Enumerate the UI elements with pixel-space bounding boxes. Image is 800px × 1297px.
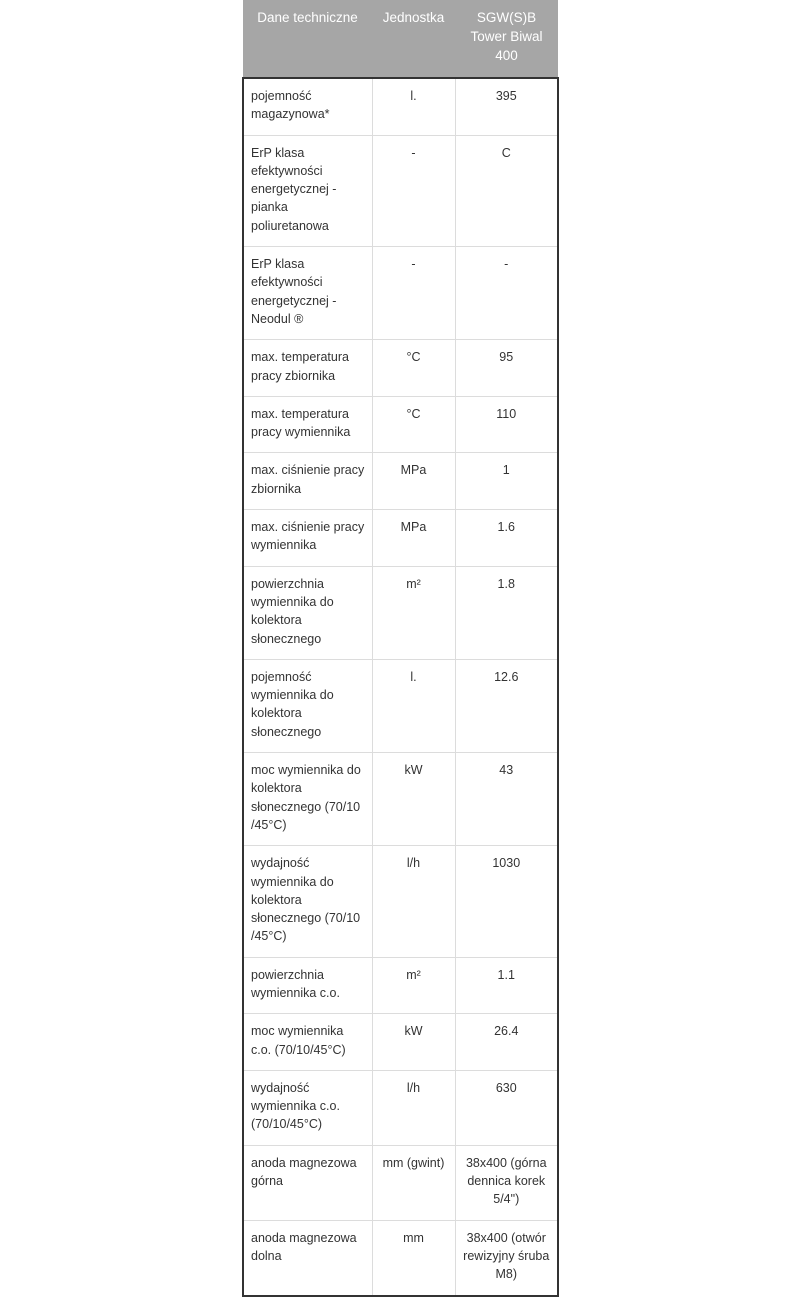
row-label: anoda magnezowa górna (243, 1145, 372, 1220)
row-value: 1.6 (455, 510, 558, 567)
row-value: 395 (455, 78, 558, 135)
table-row (243, 1220, 558, 1295)
row-unit: mm (gwint) (372, 1145, 455, 1220)
table-row (243, 753, 558, 846)
row-label: max. temperatura pracy wymiennika (243, 396, 372, 453)
row-value: 1 (455, 453, 558, 510)
table-row (243, 247, 558, 340)
row-label: anoda magnezowa dolna (243, 1220, 372, 1295)
row-value: 12.6 (455, 659, 558, 752)
row-unit: m² (372, 566, 455, 659)
technical-data-table (242, 0, 559, 1297)
row-value: 630 (455, 1070, 558, 1145)
row-unit: - (372, 247, 455, 340)
row-unit: m² (372, 957, 455, 1014)
table-row (243, 340, 558, 397)
row-unit: l. (372, 659, 455, 752)
row-unit: - (372, 135, 455, 246)
table-row (243, 1014, 558, 1071)
row-label: max. ciśnienie pracy wymiennika (243, 510, 372, 567)
row-value: 1.8 (455, 566, 558, 659)
row-unit: kW (372, 1014, 455, 1071)
row-unit: l/h (372, 1070, 455, 1145)
row-value: C (455, 135, 558, 246)
table-row (243, 566, 558, 659)
header-technical-data: Dane techniczne (243, 0, 372, 78)
row-label: max. ciśnienie pracy zbiornika (243, 453, 372, 510)
row-unit: l/h (372, 846, 455, 957)
header-unit: Jednostka (372, 0, 455, 78)
row-value: - (455, 247, 558, 340)
row-label: pojemność wymiennika do kolektora słonecznego (243, 659, 372, 752)
row-unit: l. (372, 78, 455, 135)
table-row (243, 510, 558, 567)
table-row (243, 135, 558, 246)
row-value: 38x400 (otwór rewizyjny śruba M8) (455, 1220, 558, 1295)
row-value: 1030 (455, 846, 558, 957)
row-unit: °C (372, 396, 455, 453)
table-header (243, 0, 558, 78)
row-label: wydajność wymiennika c.o. (70/10/45°C) (243, 1070, 372, 1145)
table-row (243, 396, 558, 453)
table-row (243, 1145, 558, 1220)
row-value: 43 (455, 753, 558, 846)
row-label: max. temperatura pracy zbiornika (243, 340, 372, 397)
row-label: moc wymiennika do kolektora słonecznego (70/10 /45°C) (243, 753, 372, 846)
row-unit: MPa (372, 510, 455, 567)
header-product: SGW(S)B Tower Biwal 400 (455, 0, 558, 78)
row-label: powierzchnia wymiennika c.o. (243, 957, 372, 1014)
row-value: 38x400 (górna dennica korek 5/4") (455, 1145, 558, 1220)
table-row (243, 78, 558, 135)
row-value: 26.4 (455, 1014, 558, 1071)
row-value: 110 (455, 396, 558, 453)
header-row (243, 0, 558, 78)
row-label: wydajność wymiennika do kolektora słonecznego (70/10 /45°C) (243, 846, 372, 957)
row-label: powierzchnia wymiennika do kolektora słonecznego (243, 566, 372, 659)
row-label: ErP klasa efektywności energetycznej - Neodul ® (243, 247, 372, 340)
row-value: 1.1 (455, 957, 558, 1014)
row-unit: kW (372, 753, 455, 846)
row-unit: MPa (372, 453, 455, 510)
table-row (243, 957, 558, 1014)
row-value: 95 (455, 340, 558, 397)
table-row (243, 453, 558, 510)
row-label: moc wymiennika c.o. (70/10/45°C) (243, 1014, 372, 1071)
table-row (243, 659, 558, 752)
row-label: ErP klasa efektywności energetycznej - pianka poliuretanowa (243, 135, 372, 246)
row-unit: mm (372, 1220, 455, 1295)
table-row (243, 846, 558, 957)
table-body (243, 78, 558, 1296)
row-label: pojemność magazynowa* (243, 78, 372, 135)
table-row (243, 1070, 558, 1145)
row-unit: °C (372, 340, 455, 397)
